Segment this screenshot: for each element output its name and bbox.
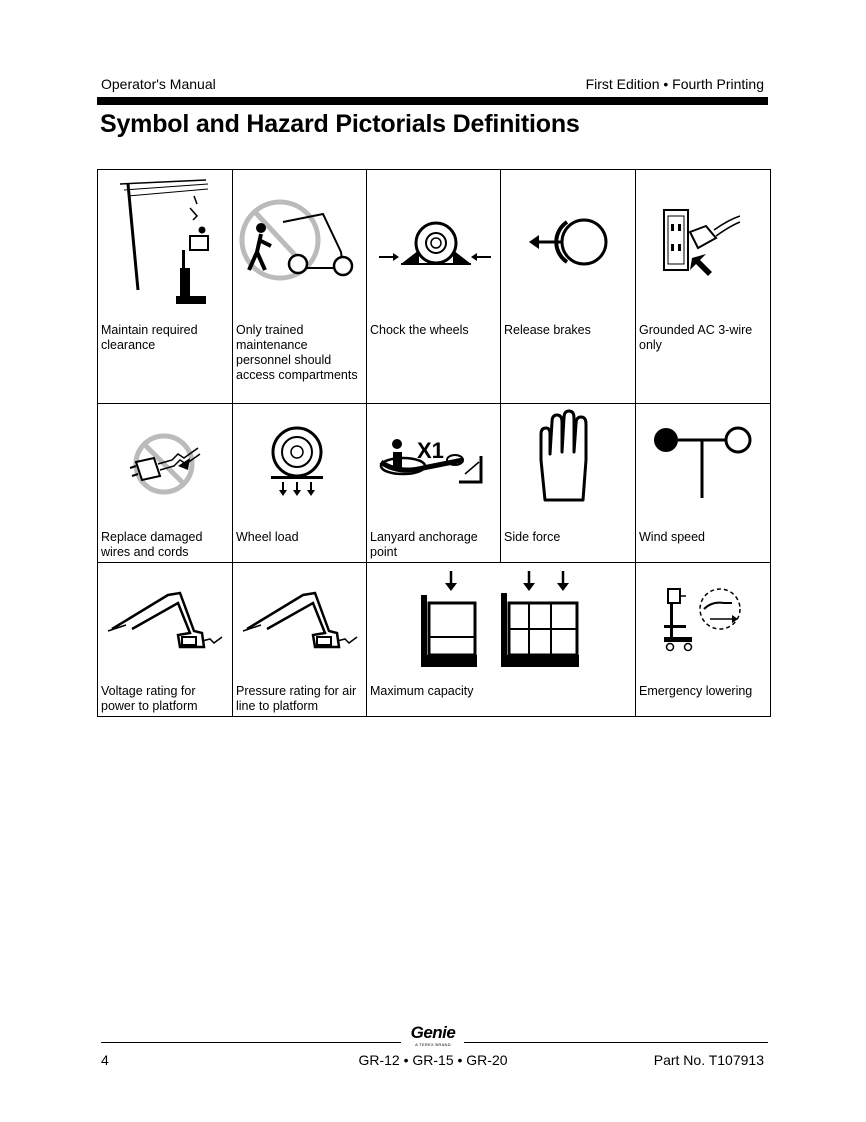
symbol-caption: Release brakes — [504, 323, 591, 337]
page-number: 4 — [101, 1052, 109, 1068]
header-rule — [97, 97, 768, 105]
symbol-caption: Maximum capacity — [370, 684, 474, 698]
side-force-hand-icon — [501, 404, 636, 514]
symbol-cell-clearance — [98, 170, 233, 404]
symbol-cell-damaged-cord — [98, 404, 233, 563]
page-title: Symbol and Hazard Pictorials Definitions — [100, 110, 580, 138]
grounded-outlet-icon — [636, 170, 771, 330]
symbol-cell-wheel-load — [233, 404, 367, 563]
symbol-caption: Emergency lowering — [639, 684, 753, 698]
footer-rule-right — [464, 1042, 768, 1043]
edition-info: First Edition • Fourth Printing — [585, 76, 764, 92]
release-brakes-icon — [501, 170, 636, 330]
symbol-caption: Lanyard anchorage point — [370, 530, 478, 559]
symbol-cell-lanyard — [367, 404, 501, 563]
symbol-cell-wind-speed — [636, 404, 771, 563]
logo-wordmark: Genie — [410, 1023, 456, 1042]
symbol-cell-brakes — [501, 170, 636, 404]
maximum-capacity-icon — [367, 563, 636, 673]
symbol-caption: Grounded AC 3-wire only — [639, 323, 753, 352]
damaged-cord-icon — [98, 404, 233, 504]
symbol-caption: Side force — [504, 530, 561, 544]
symbol-cell-max-capacity — [367, 563, 636, 717]
symbol-caption: Only trained maintenance personnel should access compartments — [236, 323, 358, 382]
symbol-caption: Wind speed — [639, 530, 706, 544]
symbol-cell-side-force — [501, 404, 636, 563]
symbol-caption: Maintain required clearance — [101, 323, 198, 352]
symbol-cell-trained-personnel — [233, 170, 367, 404]
symbol-cell-voltage — [98, 563, 233, 717]
part-number: Part No. T107913 — [653, 1052, 764, 1068]
wheel-load-icon — [233, 404, 367, 504]
manual-name: Operator's Manual — [101, 76, 216, 92]
symbol-caption: Chock the wheels — [370, 323, 469, 337]
symbol-cell-pressure — [233, 563, 367, 717]
symbol-cell-chock — [367, 170, 501, 404]
symbol-table — [97, 169, 771, 717]
symbol-cell-grounded-ac — [636, 170, 771, 404]
power-line-clearance-icon — [98, 170, 233, 330]
symbol-caption: Replace damaged wires and cords — [101, 530, 203, 559]
logo-subtext: A TEREX BRAND — [415, 1042, 451, 1047]
lanyard-anchorage-icon — [367, 404, 501, 504]
symbol-caption: Pressure rating for air line to platform — [236, 684, 357, 713]
symbol-caption: Voltage rating for power to platform — [101, 684, 198, 713]
wind-speed-icon — [636, 404, 771, 504]
wheel-chock-icon — [367, 170, 501, 330]
trained-personnel-only-icon — [233, 170, 367, 330]
symbol-caption: Wheel load — [236, 530, 299, 544]
voltage-rating-icon — [98, 563, 233, 673]
emergency-lowering-icon — [636, 563, 771, 673]
model-list: GR-12 • GR-15 • GR-20 — [358, 1052, 508, 1068]
symbol-cell-emergency-lowering — [636, 563, 771, 717]
genie-logo — [406, 1024, 460, 1047]
pressure-rating-icon — [233, 563, 367, 673]
lanyard-count-label: X1 — [417, 438, 444, 463]
footer-rule-left — [101, 1042, 401, 1043]
